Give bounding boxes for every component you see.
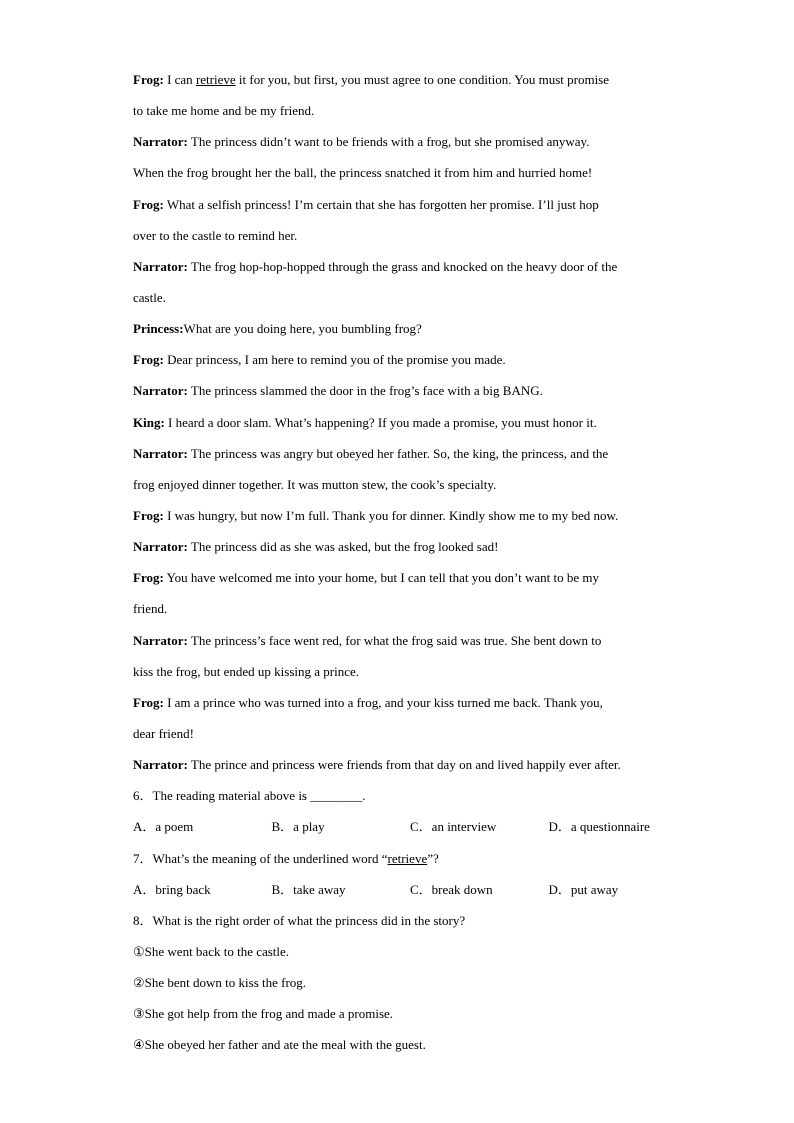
dialogue-text: I can bbox=[167, 72, 196, 87]
speaker-label: Frog: bbox=[133, 570, 164, 586]
story-line bbox=[133, 687, 663, 718]
option-b: B．a play bbox=[271, 819, 325, 835]
option-d: D．a questionnaire bbox=[548, 819, 650, 835]
question-8-stem: 8．What is the right order of what the princess did in the story? bbox=[133, 912, 466, 928]
story-line bbox=[133, 313, 663, 344]
dialogue-text: The prince and princess were friends from that day on and lived happily ever after. bbox=[190, 757, 621, 773]
option-a: A．a poem bbox=[133, 819, 194, 835]
dialogue-text: The princess was angry but obeyed her father. So, the king, the princess, and the bbox=[190, 445, 609, 461]
story-line: over to the castle to remind her. bbox=[133, 227, 298, 243]
question-7-options bbox=[133, 874, 663, 905]
dialogue-text: The princess slammed the door in the frog’s face with a big BANG. bbox=[190, 383, 543, 399]
question-stem-text: 7．What’s the meaning of the underlined word “ bbox=[133, 850, 388, 866]
story-line: castle. bbox=[133, 289, 166, 305]
dialogue-text: I am a prince who was turned into a frog, and your kiss turned me back. Thank you, bbox=[167, 694, 603, 710]
dialogue-text: Dear princess, I am here to remind you of the promise you made. bbox=[167, 352, 506, 368]
question-6-stem: 6．The reading material above is ________. bbox=[133, 788, 366, 804]
story-line: friend. bbox=[133, 601, 168, 617]
story-line: dear friend! bbox=[133, 725, 194, 741]
story-line bbox=[133, 64, 663, 95]
speaker-label: Narrator: bbox=[133, 383, 188, 399]
dialogue-text: I was hungry, but now I’m full. Thank you for dinner. Kindly show me to my bed now. bbox=[167, 507, 619, 523]
question-8-item: ④She obeyed her father and ate the meal with the guest. bbox=[133, 1037, 426, 1053]
story-line: frog enjoyed dinner together. It was mutton stew, the cook’s specialty. bbox=[133, 476, 497, 492]
story-line bbox=[133, 344, 663, 375]
story-line bbox=[133, 562, 663, 593]
document-page bbox=[133, 64, 663, 1061]
option-c: C．break down bbox=[410, 881, 493, 897]
speaker-label: Narrator: bbox=[133, 757, 188, 773]
question-8-item: ①She went back to the castle. bbox=[133, 943, 290, 959]
dialogue-text: The frog hop-hop-hopped through the grass and knocked on the heavy door of the bbox=[190, 258, 618, 274]
story-line bbox=[133, 126, 663, 157]
story-line bbox=[133, 749, 663, 780]
speaker-label: Narrator: bbox=[133, 258, 188, 274]
dialogue-text: The princess did as she was asked, but the frog looked sad! bbox=[190, 539, 499, 555]
speaker-label: Frog: bbox=[133, 72, 164, 87]
story-line bbox=[133, 500, 663, 531]
speaker-label: Narrator: bbox=[133, 445, 188, 461]
speaker-label: Princess: bbox=[133, 321, 184, 337]
speaker-label: Narrator: bbox=[133, 134, 188, 150]
underlined-word: retrieve bbox=[387, 850, 428, 866]
speaker-label: Frog: bbox=[133, 352, 164, 368]
speaker-label: Narrator: bbox=[133, 632, 188, 648]
question-8-item: ②She bent down to kiss the frog. bbox=[133, 975, 307, 991]
speaker-label: Frog: bbox=[133, 196, 164, 212]
underlined-word: retrieve bbox=[195, 72, 236, 87]
story-line bbox=[133, 407, 663, 438]
speaker-label: Frog: bbox=[133, 507, 164, 523]
story-line: When the frog brought her the ball, the princess snatched it from him and hurried home! bbox=[133, 165, 593, 181]
speaker-label: Narrator: bbox=[133, 539, 188, 555]
dialogue-text: The princess didn’t want to be friends with a frog, but she promised anyway. bbox=[190, 134, 590, 150]
option-d: D．put away bbox=[548, 881, 619, 897]
question-6-options bbox=[133, 811, 663, 842]
story-line: to take me home and be my friend. bbox=[133, 103, 315, 119]
dialogue-text: You have welcomed me into your home, but I can tell that you don’t want to be my bbox=[166, 570, 600, 586]
question-7-stem bbox=[133, 843, 663, 874]
dialogue-text: The princess’s face went red, for what the frog said was true. She bent down to bbox=[190, 632, 602, 648]
dialogue-text: I heard a door slam. What’s happening? If you made a promise, you must honor it. bbox=[168, 414, 597, 430]
dialogue-text: What a selfish princess! I’m certain that she has forgotten her promise. I’ll just hop bbox=[166, 196, 599, 212]
story-line bbox=[133, 375, 663, 406]
story-line bbox=[133, 251, 663, 282]
option-c: C．an interview bbox=[410, 819, 497, 835]
option-a: A．bring back bbox=[133, 881, 211, 897]
story-line: kiss the frog, but ended up kissing a prince. bbox=[133, 663, 360, 679]
speaker-label: King: bbox=[133, 414, 165, 430]
story-line bbox=[133, 625, 663, 656]
story-line bbox=[133, 531, 663, 562]
dialogue-text: What are you doing here, you bumbling frog? bbox=[183, 321, 422, 337]
story-line bbox=[133, 438, 663, 469]
question-stem-text: ”? bbox=[427, 850, 439, 866]
story-line bbox=[133, 189, 663, 220]
option-b: B．take away bbox=[271, 881, 346, 897]
dialogue-text: it for you, but first, you must agree to one condition. You must promise bbox=[235, 72, 610, 87]
speaker-label: Frog: bbox=[133, 694, 164, 710]
question-8-item: ③She got help from the frog and made a promise. bbox=[133, 1006, 394, 1022]
